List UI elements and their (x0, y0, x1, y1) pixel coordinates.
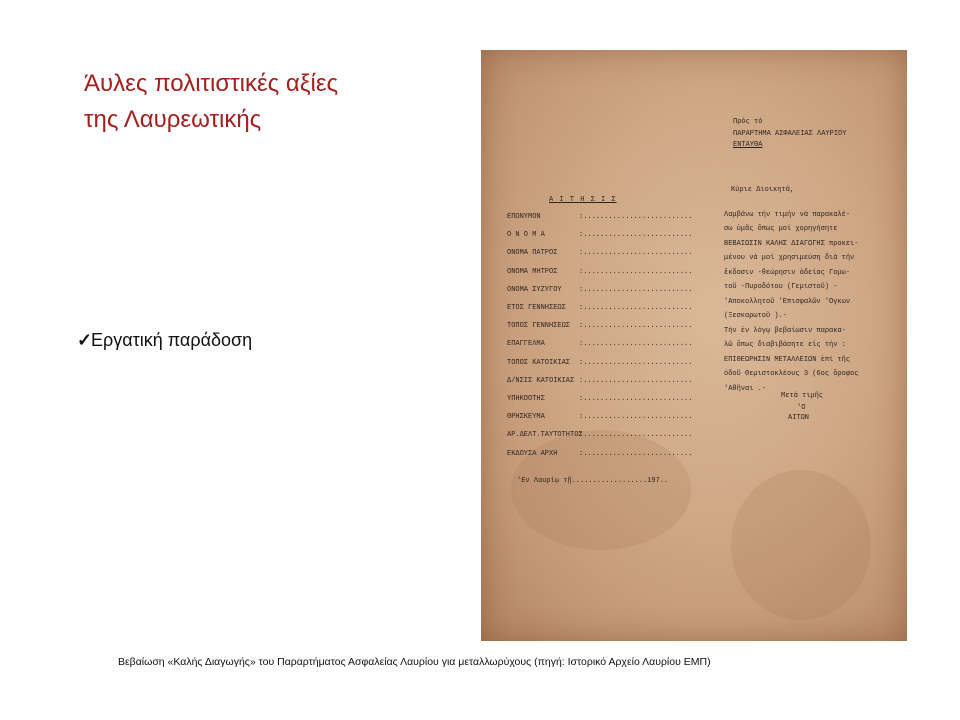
doc-body-line: μένου νά μοί χρησιμεύση διά τήν (724, 254, 855, 262)
doc-body-line: 'Αθῆναι .- (724, 384, 767, 393)
doc-field-label: Ο Ν Ο Μ Α (507, 231, 545, 240)
doc-body-line: ἔκδοσιν -θεώρησιν ἀδείας Γομω- (724, 268, 851, 277)
doc-body-line: λῶ ὅπως διαβιβάσητε εἰς τήν : (724, 341, 846, 349)
doc-field-label: ΘΡΗΣΚΕΥΜΑ (507, 413, 545, 422)
slide-title-line-2: της Λαυρεωτικής (84, 106, 262, 133)
doc-field-row (507, 249, 692, 257)
doc-field-label: ΕΤΟΣ ΓΕΝΝΗΣΕΩΣ (507, 304, 566, 312)
doc-field-dots: :.......................... (579, 304, 693, 312)
doc-field-label: ΕΚΔΟΥΣΑ ΑΡΧΗ (507, 449, 558, 458)
doc-body-line: (Ξεσκαρωτοῦ ).- (724, 312, 788, 320)
doc-field-dots: :.......................... (579, 395, 693, 403)
doc-field-dots: :.......................... (579, 213, 693, 221)
bullet-text: Εργατική παράδοση (91, 330, 253, 350)
doc-field-dots: :.......................... (579, 231, 693, 240)
doc-field-label: ΤΟΠΟΣ ΓΕΝΝΗΣΕΩΣ (507, 322, 571, 331)
doc-field-dots: :.......................... (579, 358, 693, 367)
paper-stain (511, 430, 691, 550)
doc-field-label: ΕΠΩΝΥΜΟΝ (507, 213, 541, 221)
doc-field-dots: :.......................... (579, 431, 693, 440)
doc-field-row (507, 340, 692, 348)
doc-field-label: ΑΡ.ΔΕΛΤ.ΤΑΥΤΟΤΗΤΟΣ (507, 431, 583, 440)
doc-addressee-3: ΕΝΤΑΥΘΑ (733, 141, 763, 149)
doc-body-line: 'Αποκολλητοῦ 'Επισφαλῶν 'Ογκων (724, 297, 851, 306)
doc-field-dots: :.......................... (579, 267, 693, 276)
doc-field-dots: :.......................... (579, 285, 693, 294)
doc-field-row (507, 395, 692, 403)
doc-field-dots: :.......................... (579, 340, 693, 349)
doc-field-label: ΟΝΟΜΑ ΜΗΤΡΟΣ (507, 267, 558, 276)
doc-field-dots: :.......................... (579, 413, 693, 422)
doc-field-row (507, 304, 692, 312)
doc-field-dots: :.......................... (579, 249, 693, 258)
doc-field-label: ΕΠΑΓΓΕΛΜΑ (507, 340, 545, 349)
doc-field-row (507, 431, 692, 439)
doc-field-row (507, 359, 692, 367)
doc-addressee-2: ΠΑΡΑΡΤΗΜΑ ΑΣΦΑΛΕΙΑΣ ΛΑΥΡΙΟΥ (733, 130, 847, 138)
doc-body-line: Λαμβάνω τήν τιμήν νά παρακαλέ- (724, 210, 851, 219)
doc-body-line: Τήν ἐν λόγῳ βεβαίωσιν παρακα- (724, 326, 846, 335)
doc-field-row (507, 450, 692, 458)
doc-addressee-1: Πρός τό (733, 118, 763, 126)
doc-field-dots: :.......................... (579, 322, 693, 331)
bullet-item (77, 330, 252, 351)
doc-field-label: ΤΟΠΟΣ ΚΑΤΟΙΚΙΑΣ (507, 358, 571, 367)
doc-closing-1: Μετά τιμῆς (781, 392, 824, 400)
doc-field-label: Δ/ΝΣΙΣ ΚΑΤΟΙΚΙΑΣ (507, 376, 575, 385)
doc-date-line: 'Εν Λαυρίῳ τῇ..................197.. (517, 477, 669, 485)
doc-body-line: ὁδοῦ Θεμιστοκλέους 3 (6ος ὄροφος (724, 370, 859, 378)
doc-body-line: ΕΠΙΘΕΩΡΗΣΙΝ ΜΕΤΑΛΛΕΙΩΝ ἐπί τῆς (724, 355, 851, 364)
document-photo (481, 50, 907, 641)
image-caption: Βεβαίωση «Καλής Διαγωγής» του Παραρτήματος Ασφαλείας Λαυρίου για μεταλλωρύχους (πηγή: Ιστορικό Αρχείο Λαυρίου ΕΜΠ) (118, 656, 711, 668)
paper-stain (731, 470, 871, 620)
doc-heading: Α Ι Τ Η Σ Ι Σ (549, 196, 617, 204)
doc-body-line: τοῦ -Πυροδότου (Γεμιστοῦ) - (724, 283, 838, 291)
slide-title-line-1: Άυλες πολιτιστικές αξίες (84, 70, 339, 97)
doc-field-label: ΟΝΟΜΑ ΠΑΤΡΟΣ (507, 249, 558, 258)
doc-field-label: ΟΝΟΜΑ ΣΥΖΥΓΟΥ (507, 285, 562, 294)
doc-field-row (507, 268, 692, 276)
doc-field-dots: :.......................... (579, 449, 693, 458)
doc-field-row (507, 377, 692, 385)
doc-field-dots: :.......................... (579, 376, 693, 385)
doc-body-line: ΒΕΒΑΙΩΣΙΝ ΚΑΛΗΣ ΔΙΑΓΩΓΗΣ προκει- (724, 239, 859, 248)
doc-field-row (507, 231, 692, 239)
checkmark-icon: ✓ (77, 330, 93, 350)
doc-body-line: σω ὑμᾶς ὅπως μοί χορηγήσητε (724, 225, 838, 233)
doc-closing-3: ΑΙΤΩΝ (788, 414, 810, 422)
doc-field-row (507, 322, 692, 330)
doc-field-label: ΥΠΗΚΟΟΤΗΣ (507, 395, 545, 403)
doc-field-row (507, 213, 692, 221)
doc-field-row (507, 286, 692, 294)
doc-closing-2: 'Ο (797, 404, 806, 412)
doc-field-row (507, 413, 692, 421)
slide-title (84, 66, 464, 138)
doc-body-line: Κύριε Διοικητά, (731, 186, 795, 194)
